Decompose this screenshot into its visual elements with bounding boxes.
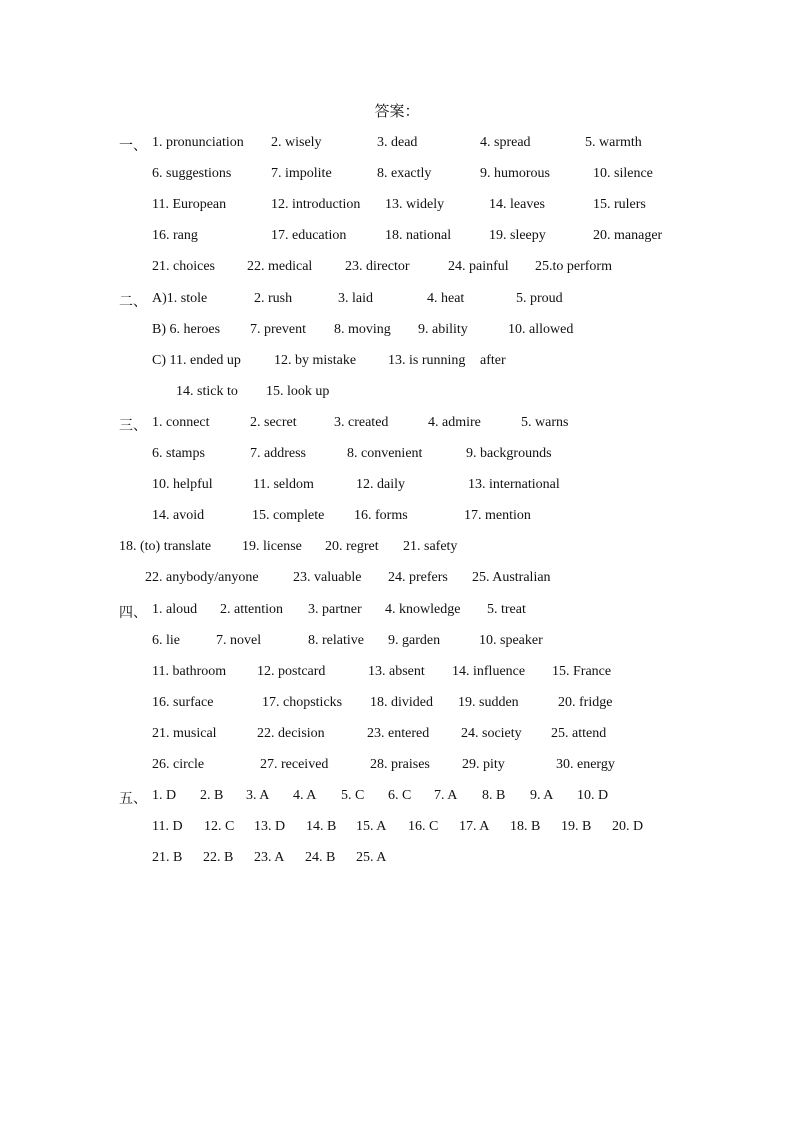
answer-item: 24. painful: [448, 259, 509, 275]
answer-item: 7. prevent: [250, 321, 306, 337]
answer-item: 19. sleepy: [489, 228, 546, 244]
answer-item: 1. pronunciation: [152, 135, 244, 150]
answer-item: 22. medical: [247, 259, 313, 275]
answer-item: 3. A: [246, 788, 270, 804]
answer-item: 10. speaker: [479, 632, 543, 648]
answer-item: 12. introduction: [271, 197, 361, 213]
answer-item: 15. look up: [266, 383, 330, 399]
answer-item: 2. attention: [220, 601, 283, 617]
answer-item: 16. rang: [152, 228, 198, 244]
answer-item: 7. A: [434, 788, 458, 804]
answer-item: 18. divided: [370, 694, 433, 710]
answer-item: 19. sudden: [458, 694, 519, 710]
answer-item: 6. lie: [152, 632, 180, 648]
answer-item: 22. anybody/anyone: [145, 570, 259, 586]
answer-item: 24. prefers: [388, 570, 448, 586]
answer-item: 3. dead: [377, 135, 418, 150]
answer-item: 2. rush: [254, 290, 293, 306]
answer-item: 13. is running: [388, 352, 466, 368]
answer-item: 18. (to) translate: [119, 539, 212, 555]
answer-item: 1. connect: [152, 414, 210, 430]
answer-item: 9. ability: [418, 321, 468, 337]
answer-item: 6. stamps: [152, 446, 205, 461]
answer-item: 7. address: [250, 446, 306, 461]
answer-item: 10. allowed: [508, 321, 574, 337]
answer-item: 3. created: [334, 414, 389, 430]
answer-item: 26. circle: [152, 757, 205, 772]
answer-item: 25. Australian: [472, 570, 551, 586]
answer-item: 16. forms: [354, 508, 408, 524]
answer-item: 11. European: [152, 197, 227, 213]
answer-item: 18. national: [385, 228, 452, 244]
answer-item: 6. suggestions: [152, 166, 232, 182]
answer-item: 6. C: [388, 788, 412, 804]
answer-item: 11. D: [152, 819, 183, 835]
answer-item: 29. pity: [462, 757, 505, 772]
answer-item: 17. education: [271, 228, 347, 244]
answer-item: 25. A: [356, 850, 387, 866]
answer-item: 5. proud: [516, 290, 563, 306]
answer-item: 25.to perform: [535, 259, 612, 275]
answer-item: 23. valuable: [293, 570, 362, 586]
section-marker: 二、: [119, 294, 147, 310]
answer-item: 4. knowledge: [385, 601, 461, 617]
section-marker: 五、: [119, 792, 147, 808]
answer-item: 20. D: [612, 819, 644, 835]
answer-item: after: [480, 352, 506, 368]
answer-item: 20. regret: [325, 539, 379, 555]
section-marker: 一、: [119, 139, 147, 154]
answer-item: 10. D: [577, 788, 609, 804]
answer-item: 24. B: [305, 850, 336, 866]
answer-item: 5. C: [341, 788, 365, 804]
answer-item: 15. A: [356, 819, 387, 835]
answer-item: 2. B: [200, 788, 224, 804]
answer-item: 3. partner: [308, 601, 362, 617]
answer-item: 20. manager: [593, 228, 663, 244]
answer-item: 16. C: [408, 819, 439, 835]
answer-item: 15. rulers: [593, 197, 646, 213]
answer-item: 9. garden: [388, 632, 441, 648]
answer-item: 30. energy: [556, 757, 615, 772]
answer-item: 15. complete: [252, 508, 325, 524]
answer-item: 5. warmth: [585, 135, 642, 150]
answer-item: 14. leaves: [489, 197, 545, 213]
answer-item: 19. B: [561, 819, 592, 835]
answer-item: 12. daily: [356, 477, 405, 493]
answer-item: 14. avoid: [152, 508, 205, 524]
answer-item: 12. by mistake: [274, 352, 357, 368]
answer-item: 25. attend: [551, 725, 607, 741]
answer-item: 12. postcard: [257, 663, 326, 679]
answer-item: 11. seldom: [253, 477, 314, 493]
answer-item: 14. stick to: [176, 383, 238, 399]
answer-item: 15. France: [552, 663, 612, 679]
answer-item: 2. secret: [250, 414, 297, 430]
page-title: 答案：: [374, 104, 420, 120]
answer-item: A)1. stole: [152, 290, 208, 306]
answer-item: 23. A: [254, 850, 285, 866]
answer-item: 10. silence: [593, 166, 653, 182]
answer-item: 12. C: [204, 819, 235, 835]
answer-item: 21. choices: [152, 259, 215, 275]
answer-item: 14. B: [306, 819, 337, 835]
answer-item: 21. musical: [152, 725, 217, 741]
answer-item: 19. license: [242, 539, 302, 555]
answer-item: 7. novel: [216, 632, 262, 648]
answer-item: 16. surface: [152, 694, 214, 710]
answer-item: 20. fridge: [558, 694, 613, 710]
answer-item: 10. helpful: [152, 477, 213, 493]
answer-item: 17. A: [459, 819, 490, 835]
answer-item: 22. B: [203, 850, 234, 866]
answer-item: 7. impolite: [271, 166, 332, 182]
answer-item: 8. relative: [308, 632, 364, 648]
answer-item: 13. international: [468, 477, 560, 493]
answer-item: 23. director: [345, 259, 410, 275]
section-marker: 三、: [119, 418, 147, 434]
answer-item: 1. D: [152, 788, 177, 804]
answer-item: 8. exactly: [377, 166, 432, 182]
answer-item: 4. heat: [427, 290, 465, 306]
answer-item: 18. B: [510, 819, 541, 835]
answer-item: 21. B: [152, 850, 183, 866]
answer-item: 13. widely: [385, 197, 445, 213]
answer-item: B) 6. heroes: [152, 321, 221, 337]
answer-item: 11. bathroom: [152, 663, 227, 679]
answer-item: C) 11. ended up: [152, 352, 241, 368]
answer-item: 13. D: [254, 819, 286, 835]
answer-item: 5. treat: [487, 601, 526, 617]
answer-item: 28. praises: [370, 757, 430, 772]
answer-item: 13. absent: [368, 663, 425, 679]
answer-item: 1. aloud: [152, 601, 198, 617]
answer-item: 3. laid: [338, 290, 373, 306]
section-marker: 四、: [119, 605, 147, 621]
answer-item: 5. warns: [521, 414, 569, 430]
answer-item: 22. decision: [257, 725, 325, 741]
answer-item: 27. received: [260, 757, 329, 772]
answer-item: 4. spread: [480, 135, 531, 150]
answer-item: 23. entered: [367, 725, 430, 741]
answer-item: 24. society: [461, 725, 522, 741]
answer-item: 8. moving: [334, 321, 391, 337]
answer-item: 8. B: [482, 788, 506, 804]
answer-item: 21. safety: [403, 539, 458, 555]
answer-item: 8. convenient: [347, 446, 423, 461]
answer-item: 17. mention: [464, 508, 531, 524]
answer-item: 4. admire: [428, 414, 481, 430]
answer-item: 9. backgrounds: [466, 446, 552, 461]
answer-item: 4. A: [293, 788, 317, 804]
answer-item: 14. influence: [452, 663, 526, 679]
answer-item: 9. humorous: [480, 166, 550, 182]
answer-item: 2. wisely: [271, 135, 322, 150]
answer-item: 9. A: [530, 788, 554, 804]
answer-item: 17. chopsticks: [262, 694, 343, 710]
